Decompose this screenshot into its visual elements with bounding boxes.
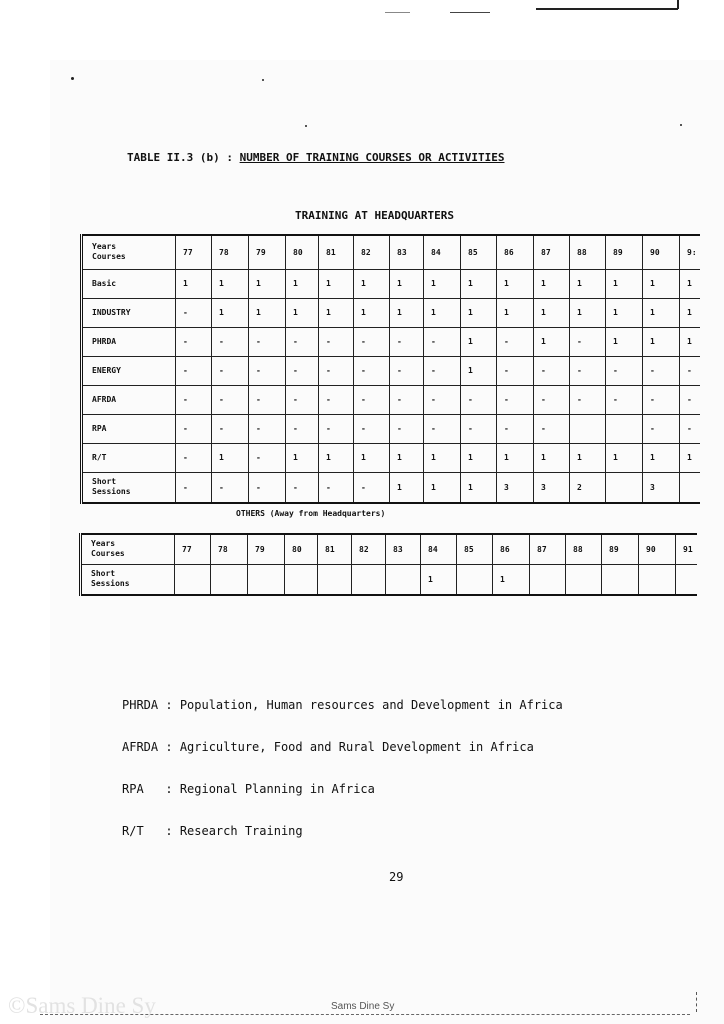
legend-text: Regional Planning in Africa <box>179 782 375 796</box>
value-cell: - <box>424 414 461 443</box>
year-header-cell: 80 <box>286 235 319 269</box>
title-main: NUMBER OF TRAINING COURSES OR ACTIVITIES <box>239 151 505 164</box>
legend-abbr: R/T <box>122 824 159 838</box>
table-header-row <box>81 534 697 564</box>
value-cell: 1 <box>606 443 643 472</box>
abbreviation-legend <box>122 670 563 852</box>
value-cell: - <box>497 385 534 414</box>
table-row <box>82 472 700 503</box>
year-header-cell: 78 <box>211 534 248 564</box>
value-cell: 3 <box>643 472 680 503</box>
value-cell: 1 <box>421 564 457 595</box>
value-cell: - <box>249 356 286 385</box>
year-header-cell: 81 <box>319 235 354 269</box>
year-header-cell: 9: <box>680 235 700 269</box>
year-header-cell: 84 <box>424 235 461 269</box>
value-cell <box>457 564 493 595</box>
value-cell: - <box>319 385 354 414</box>
value-cell: - <box>534 385 570 414</box>
value-cell: - <box>319 327 354 356</box>
value-cell <box>386 564 421 595</box>
year-header-cell: 86 <box>493 534 530 564</box>
value-cell: - <box>319 472 354 503</box>
value-cell: - <box>176 472 212 503</box>
value-cell: 1 <box>680 443 700 472</box>
year-header-cell: 81 <box>318 534 352 564</box>
hq-table-title: TRAINING AT HEADQUARTERS <box>295 209 454 222</box>
value-cell: 1 <box>643 298 680 327</box>
table-row <box>82 385 700 414</box>
year-header-cell: 87 <box>534 235 570 269</box>
value-cell: 1 <box>570 269 606 298</box>
value-cell: 1 <box>319 298 354 327</box>
scan-edge-line <box>536 8 678 10</box>
value-cell <box>175 564 211 595</box>
value-cell: 1 <box>680 327 700 356</box>
value-cell: 1 <box>354 443 390 472</box>
value-cell: - <box>286 327 319 356</box>
year-header-cell: 84 <box>421 534 457 564</box>
legend-text: Research Training <box>179 824 303 838</box>
legend-item: RPA : Regional Planning in Africa <box>122 782 375 796</box>
row-label-cell: Basic <box>82 269 176 298</box>
value-cell: - <box>176 356 212 385</box>
value-cell: - <box>212 356 249 385</box>
value-cell: 3 <box>534 472 570 503</box>
value-cell: 1 <box>390 472 424 503</box>
table-row <box>82 356 700 385</box>
value-cell: 1 <box>461 356 497 385</box>
value-cell: 2 <box>570 472 606 503</box>
value-cell: - <box>212 385 249 414</box>
value-cell <box>606 414 643 443</box>
legend-item: AFRDA : Agriculture, Food and Rural Development in Africa <box>122 740 534 754</box>
row-label-cell: Short Sessions <box>81 564 175 595</box>
value-cell: 1 <box>643 269 680 298</box>
value-cell: 1 <box>354 298 390 327</box>
value-cell: - <box>643 356 680 385</box>
scan-speck <box>262 79 264 81</box>
year-header-cell: 88 <box>570 235 606 269</box>
value-cell: - <box>534 414 570 443</box>
year-header-cell: 91 <box>676 534 697 564</box>
value-cell: - <box>680 385 700 414</box>
value-cell: - <box>176 327 212 356</box>
value-cell: - <box>354 472 390 503</box>
value-cell: 1 <box>606 269 643 298</box>
value-cell: 1 <box>319 269 354 298</box>
legend-abbr: AFRDA <box>122 740 159 754</box>
value-cell: - <box>212 327 249 356</box>
value-cell: 1 <box>212 443 249 472</box>
value-cell: - <box>606 385 643 414</box>
row-label-cell: INDUSTRY <box>82 298 176 327</box>
value-cell: 1 <box>354 269 390 298</box>
year-header-cell: 83 <box>390 235 424 269</box>
value-cell: - <box>176 298 212 327</box>
year-header-cell: 85 <box>457 534 493 564</box>
value-cell: 1 <box>424 443 461 472</box>
table-row <box>82 327 700 356</box>
value-cell <box>570 414 606 443</box>
value-cell: 1 <box>286 269 319 298</box>
value-cell <box>566 564 602 595</box>
value-cell: 1 <box>534 443 570 472</box>
value-cell: - <box>249 327 286 356</box>
value-cell: - <box>286 472 319 503</box>
row-label-cell: ENERGY <box>82 356 176 385</box>
table-row <box>82 443 700 472</box>
value-cell: 1 <box>606 298 643 327</box>
year-header-cell: 88 <box>566 534 602 564</box>
legend-item: PHRDA : Population, Human resources and Development in Africa <box>122 698 563 712</box>
year-header-cell: 77 <box>176 235 212 269</box>
year-header-cell: 82 <box>354 235 390 269</box>
header-label-cell: Years Courses <box>81 534 175 564</box>
value-cell <box>602 564 639 595</box>
value-cell: - <box>390 327 424 356</box>
year-header-cell: 82 <box>352 534 386 564</box>
hq-training-table <box>80 234 700 504</box>
value-cell: - <box>390 385 424 414</box>
year-header-cell: 90 <box>639 534 676 564</box>
value-cell: 1 <box>680 269 700 298</box>
value-cell: 1 <box>497 443 534 472</box>
row-label-cell: RPA <box>82 414 176 443</box>
value-cell: 1 <box>534 269 570 298</box>
scan-speck <box>680 124 682 126</box>
value-cell: 1 <box>390 269 424 298</box>
value-cell: - <box>461 414 497 443</box>
year-header-cell: 89 <box>602 534 639 564</box>
scan-edge-tick <box>677 0 679 9</box>
others-training-table <box>79 533 697 596</box>
footer-label: Sams Dine Sy <box>331 1001 395 1012</box>
value-cell: - <box>249 414 286 443</box>
value-cell: - <box>354 356 390 385</box>
value-cell <box>248 564 285 595</box>
value-cell: - <box>249 443 286 472</box>
table-header-row <box>82 235 700 269</box>
value-cell <box>680 472 700 503</box>
year-header-cell: 90 <box>643 235 680 269</box>
year-header-cell: 87 <box>530 534 566 564</box>
value-cell: 1 <box>176 269 212 298</box>
value-cell <box>285 564 318 595</box>
value-cell: - <box>390 356 424 385</box>
value-cell: - <box>176 443 212 472</box>
year-header-cell: 83 <box>386 534 421 564</box>
value-cell: - <box>354 385 390 414</box>
value-cell: - <box>319 356 354 385</box>
value-cell: 1 <box>461 443 497 472</box>
value-cell: - <box>249 472 286 503</box>
page-number: 29 <box>389 870 404 884</box>
value-cell <box>211 564 248 595</box>
value-cell: - <box>570 327 606 356</box>
title-prefix: TABLE II.3 (b) : <box>127 151 240 164</box>
value-cell: - <box>354 327 390 356</box>
value-cell: 1 <box>497 269 534 298</box>
table-row <box>82 298 700 327</box>
value-cell <box>530 564 566 595</box>
value-cell: 1 <box>606 327 643 356</box>
value-cell: - <box>643 414 680 443</box>
row-label-cell: Short Sessions <box>82 472 176 503</box>
value-cell: - <box>570 356 606 385</box>
value-cell: 1 <box>424 269 461 298</box>
table-row <box>81 564 697 595</box>
value-cell <box>318 564 352 595</box>
value-cell: 1 <box>680 298 700 327</box>
value-cell: 1 <box>461 327 497 356</box>
value-cell: 3 <box>497 472 534 503</box>
value-cell: 1 <box>643 327 680 356</box>
value-cell: - <box>461 385 497 414</box>
value-cell: 1 <box>461 472 497 503</box>
year-header-cell: 77 <box>175 534 211 564</box>
value-cell: 1 <box>424 298 461 327</box>
scan-edge-line <box>40 1014 690 1015</box>
value-cell: - <box>286 414 319 443</box>
value-cell: - <box>212 414 249 443</box>
value-cell: - <box>390 414 424 443</box>
others-table-title: OTHERS (Away from Headquarters) <box>236 509 386 518</box>
row-label-cell: AFRDA <box>82 385 176 414</box>
value-cell: 1 <box>212 298 249 327</box>
table-row <box>82 269 700 298</box>
year-header-cell: 89 <box>606 235 643 269</box>
watermark: ©Sams Dine Sy <box>8 993 156 1018</box>
scan-speck <box>71 77 74 80</box>
scan-edge-line <box>385 12 410 13</box>
value-cell: 1 <box>249 269 286 298</box>
value-cell: - <box>319 414 354 443</box>
value-cell: - <box>497 327 534 356</box>
value-cell: - <box>212 472 249 503</box>
legend-text: Population, Human resources and Development in Africa <box>179 698 563 712</box>
year-header-cell: 79 <box>248 534 285 564</box>
value-cell: - <box>176 414 212 443</box>
value-cell: 1 <box>212 269 249 298</box>
value-cell <box>606 472 643 503</box>
value-cell: 1 <box>249 298 286 327</box>
value-cell: 1 <box>319 443 354 472</box>
value-cell <box>639 564 676 595</box>
legend-text: Agriculture, Food and Rural Development in Africa <box>179 740 534 754</box>
value-cell: - <box>497 414 534 443</box>
value-cell: - <box>249 385 286 414</box>
value-cell: 1 <box>390 298 424 327</box>
value-cell: 1 <box>286 443 319 472</box>
value-cell: - <box>286 385 319 414</box>
header-label-cell: Years Courses <box>82 235 176 269</box>
value-cell: 1 <box>390 443 424 472</box>
legend-abbr: PHRDA <box>122 698 159 712</box>
value-cell: - <box>424 356 461 385</box>
value-cell: - <box>286 356 319 385</box>
value-cell: 1 <box>286 298 319 327</box>
scan-edge-line <box>450 12 490 13</box>
legend-item: R/T : Research Training <box>122 824 303 838</box>
value-cell: - <box>606 356 643 385</box>
value-cell: 1 <box>497 298 534 327</box>
value-cell: - <box>497 356 534 385</box>
legend-abbr: RPA <box>122 782 159 796</box>
document-title <box>127 151 505 164</box>
row-label-cell: PHRDA <box>82 327 176 356</box>
value-cell: 1 <box>424 472 461 503</box>
value-cell: - <box>643 385 680 414</box>
value-cell: 1 <box>570 298 606 327</box>
scan-speck <box>305 125 307 127</box>
value-cell: 1 <box>534 298 570 327</box>
value-cell: 1 <box>534 327 570 356</box>
row-label-cell: R/T <box>82 443 176 472</box>
year-header-cell: 80 <box>285 534 318 564</box>
value-cell: 1 <box>493 564 530 595</box>
year-header-cell: 85 <box>461 235 497 269</box>
value-cell <box>352 564 386 595</box>
year-header-cell: 78 <box>212 235 249 269</box>
value-cell: - <box>424 327 461 356</box>
value-cell: - <box>570 385 606 414</box>
scan-edge-tick <box>696 992 697 1012</box>
value-cell: 1 <box>461 269 497 298</box>
value-cell: 1 <box>570 443 606 472</box>
value-cell: - <box>534 356 570 385</box>
year-header-cell: 86 <box>497 235 534 269</box>
value-cell: 1 <box>461 298 497 327</box>
value-cell: - <box>176 385 212 414</box>
value-cell: 1 <box>643 443 680 472</box>
value-cell: - <box>680 414 700 443</box>
value-cell: - <box>354 414 390 443</box>
year-header-cell: 79 <box>249 235 286 269</box>
value-cell <box>676 564 697 595</box>
value-cell: - <box>680 356 700 385</box>
value-cell: - <box>424 385 461 414</box>
table-row <box>82 414 700 443</box>
